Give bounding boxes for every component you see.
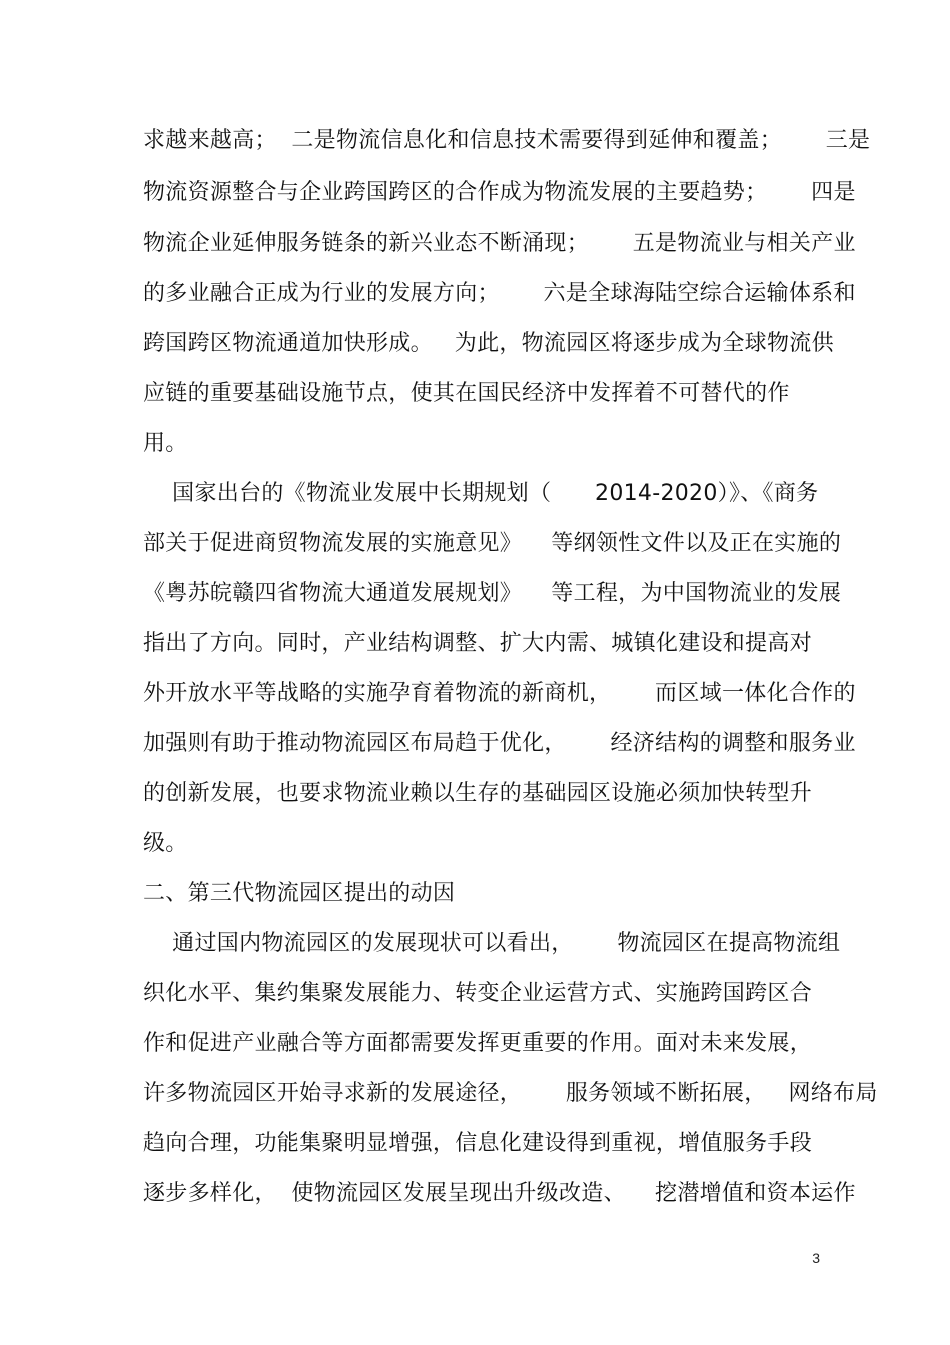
text-line: 织化水平、集约集聚发展能力、转变企业运营方式、实施跨国跨区合 xyxy=(143,981,813,1006)
text-line: 求越来越高； 二是物流信息化和信息技术需要得到延伸和覆盖； 三是 xyxy=(143,128,871,153)
text-line: 应链的重要基础设施节点，使其在国民经济中发挥着不可替代的作 xyxy=(143,381,790,406)
text-line: 外开放水平等战略的实施孕育着物流的新商机， 而区域一体化合作的 xyxy=(143,681,856,706)
text-line: 加强则有助于推动物流园区布局趋于优化， 经济结构的调整和服务业 xyxy=(143,731,856,756)
text-line: 的多业融合正成为行业的发展方向； 六是全球海陆空综合运输体系和 xyxy=(143,281,856,306)
text-line: 《粤苏皖赣四省物流大通道发展规划》 等工程，为中国物流业的发展 xyxy=(143,581,842,606)
text-line: 作和促进产业融合等方面都需要发挥更重要的作用。面对未来发展， xyxy=(143,1031,813,1056)
text-line: 的创新发展，也要求物流业赖以生存的基础园区设施必须加快转型升 xyxy=(143,781,813,806)
text-line: 物流企业延伸服务链条的新兴业态不断涌现； 五是物流业与相关产业 xyxy=(143,231,856,256)
section-heading: 二、第三代物流园区提出的动因 xyxy=(143,881,456,906)
text-line: 用。 xyxy=(143,431,188,456)
text-line: 国家出台的《物流业发展中长期规划（ 2014-2020）》、《商务 xyxy=(143,481,819,506)
text-line: 许多物流园区开始寻求新的发展途径， 服务领域不断拓展， 网络布局 xyxy=(143,1081,878,1106)
text-line: 通过国内物流园区的发展现状可以看出， 物流园区在提高物流组 xyxy=(143,931,841,956)
page-number: 3 xyxy=(812,1250,820,1266)
text-line: 跨国跨区物流通道加快形成。 为此，物流园区将逐步成为全球物流供 xyxy=(143,331,834,356)
text-line: 趋向合理，功能集聚明显增强，信息化建设得到重视，增值服务手段 xyxy=(143,1131,813,1156)
text-line: 级。 xyxy=(143,831,188,856)
text-line: 部关于促进商贸物流发展的实施意见》 等纲领性文件以及正在实施的 xyxy=(143,531,842,556)
text-line: 物流资源整合与企业跨国跨区的合作成为物流发展的主要趋势； 四是 xyxy=(143,180,856,205)
text-line: 指出了方向。同时，产业结构调整、扩大内需、城镇化建设和提高对 xyxy=(143,631,813,656)
text-line: 逐步多样化， 使物流园区发展呈现出升级改造、 挖潜增值和资本运作 xyxy=(143,1181,856,1206)
